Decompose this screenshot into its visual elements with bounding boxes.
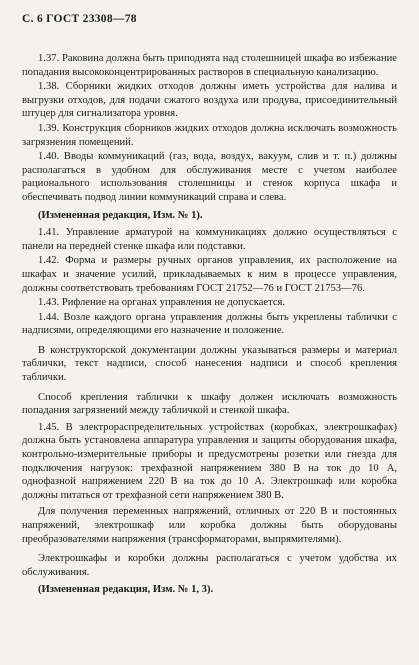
clause-1-37: 1.37. Раковина должна быть приподнята над столешницей шкафа во избежание попадания высококонцентрированных растворов в специальную канализацию. <box>22 53 397 78</box>
paragraph-placement: Электрошкафы и коробки должны располагаться с учетом удобства их обслуживания. <box>22 553 397 578</box>
document-body <box>22 52 397 601</box>
clause-1-43: 1.43. Рифление на органах управления не допускается. <box>38 297 286 309</box>
clause-1-39: 1.39. Конструкция сборников жидких отходов должна исключать возможность загрязнения помещений. <box>22 122 397 148</box>
amendment-note-final: (Измененная редакция, Изм. № 1, 3). <box>38 584 214 596</box>
clause-1-44: 1.44. Возле каждого органа управления должны быть укреплены таблички с надписями, определяющими его назначение и положение. <box>22 311 397 337</box>
clause-1-40: 1.40. Вводы коммуникаций (газ, вода, воздух, вакуум, слив и т. п.) должны располагаться в удобном для обслуживания месте с учетом наиболее рационального использования столешницы и стенок корпуса шкафа и обеспечивать подвод линии коммуникаций справа и слева. <box>22 151 397 203</box>
page-header: С. 6 ГОСТ 23308—78 <box>22 13 137 25</box>
paragraph-fastening: Способ крепления таблички к шкафу должен исключать возможность попадания загрязнений между табличкой и стенкой шкафа. <box>22 391 397 417</box>
paragraph-voltages: Для получения переменных напряжений, отличных от 220 В и постоянных напряжений, электрошкаф или коробка должны быть оборудованы преобразователями напряжения (трансформаторами, выпрямителями). <box>22 506 397 545</box>
clause-1-42: 1.42. Форма и размеры ручных органов управления, их расположение на шкафах и значение усилий, прикладываемых к ним в процессе управления, должны соответствовать требованиям ГОСТ 21752—76 и ГОСТ 21753—76. <box>22 255 397 294</box>
paragraph-documentation: В конструкторской документации должны указываться размеры и материал таблички, текст надписи, способ нанесения надписи и способ крепления таблички. <box>22 344 397 384</box>
clause-1-41: 1.41. Управление арматурой на коммуникациях должно осуществляться с панели на передней стенке шкафа или подставки. <box>22 227 397 252</box>
clause-1-45: 1.45. В электрораспределительных устройствах (коробках, электрошкафах) должна быть установлена аппаратура управления и защиты оборудования шкафа, контрольно-измерительные приборы и предусмотрены розетки или гнезда для подключения нагрузок: трехфазной напряжением 380 В на ток до 10 А, однофазной напряжением 220 В на ток до 10 А. Электрошкаф или коробка должны питаться от трехфазной сети напряжением 380 В. <box>22 421 397 501</box>
clause-1-38: 1.38. Сборники жидких отходов должны иметь устройства для налива и выгрузки отходов, для подачи сжатого воздуха или продува, присоединительный штуцер для сигнализатора уровня. <box>22 81 397 120</box>
amendment-note: (Измененная редакция, Изм. № 1). <box>38 209 203 221</box>
